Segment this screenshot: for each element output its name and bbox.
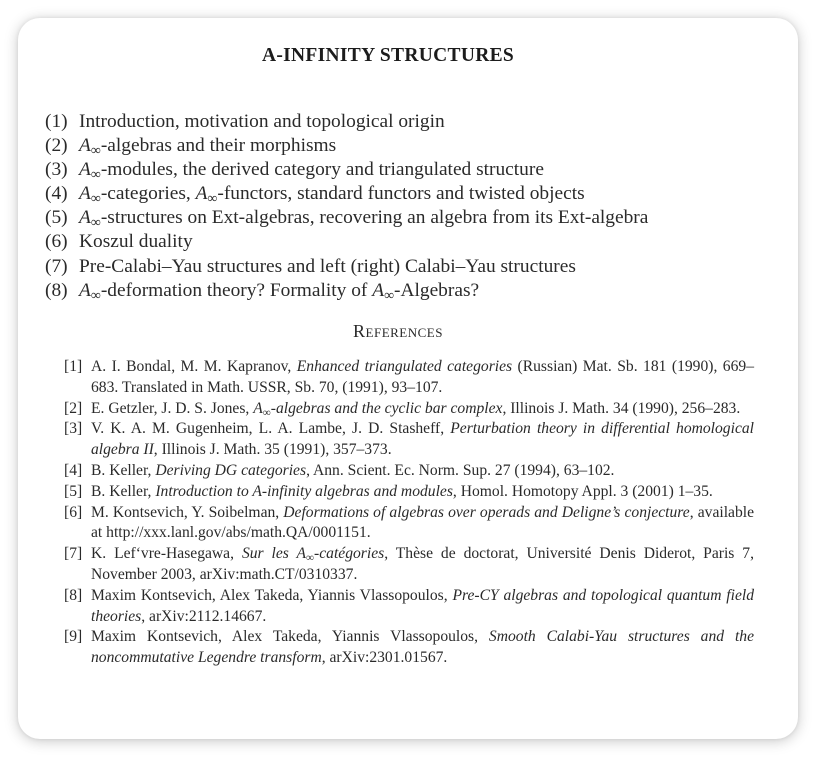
text-segment: , Ann. Scient. Ec. Norm. Sup. 27 (1994), 63–102. bbox=[306, 461, 615, 479]
text-segment: E. Getzler, J. D. S. Jones, bbox=[91, 399, 254, 417]
a-infinity-symbol bbox=[195, 183, 218, 207]
toc-item-number: (3) bbox=[45, 159, 68, 181]
infinity-subscript: ∞ bbox=[207, 191, 218, 207]
infinity-subscript: ∞ bbox=[90, 191, 101, 207]
toc-item-text bbox=[79, 279, 480, 304]
table-of-contents bbox=[45, 110, 648, 303]
text-segment: , Homol. Homotopy Appl. 3 (2001) 1–35. bbox=[452, 482, 713, 500]
toc-item-number: (2) bbox=[45, 135, 68, 157]
text-segment: , available at http://xxx.lanl.gov/abs/math.QA/0001151. bbox=[91, 503, 755, 542]
italic-title-text: Enhanced triangulated categories bbox=[296, 358, 513, 375]
toc-item bbox=[45, 158, 648, 182]
toc-item-number: (7) bbox=[45, 255, 68, 277]
italic-title-text: Pre-CY algebras and topological quantum field theories bbox=[91, 586, 754, 625]
text-segment: -categories, bbox=[100, 183, 196, 205]
italic-title-text: Deformations of algebras over operads and Deligne’s conjecture bbox=[283, 503, 690, 521]
a-infinity-base: A bbox=[79, 183, 91, 205]
toc-item-text bbox=[79, 135, 337, 159]
infinity-subscript: ∞ bbox=[90, 143, 101, 159]
toc-item-text bbox=[79, 231, 193, 252]
a-infinity-symbol bbox=[372, 279, 395, 304]
text-segment: , Illinois J. Math. 34 (1990), 256–283. bbox=[502, 399, 741, 417]
a-infinity-symbol bbox=[79, 279, 101, 304]
infinity-subscript: ∞ bbox=[262, 406, 271, 419]
reference-entry bbox=[64, 627, 754, 669]
reference-number: [1] bbox=[64, 358, 83, 375]
text-segment: -structures on Ext-algebras, recovering an algebra from its Ext-algebra bbox=[100, 207, 649, 229]
references-list bbox=[64, 357, 754, 669]
toc-item-text bbox=[79, 111, 445, 132]
reference-number: [7] bbox=[64, 545, 83, 563]
toc-item bbox=[45, 206, 648, 230]
toc-item-text bbox=[79, 256, 576, 277]
a-infinity-base: A bbox=[372, 279, 385, 301]
text-segment: Introduction, motivation and topological origin bbox=[79, 111, 445, 132]
infinity-subscript: ∞ bbox=[90, 167, 101, 183]
toc-item bbox=[45, 279, 648, 303]
reference-entry bbox=[64, 461, 754, 482]
text-segment: -functors, standard functors and twisted objects bbox=[217, 183, 585, 205]
text-segment: Maxim Kontsevich, Alex Takeda, Yiannis Vlassopoulos, bbox=[91, 586, 453, 604]
infinity-subscript: ∞ bbox=[306, 551, 315, 564]
reference-entry bbox=[64, 586, 754, 628]
toc-item-text bbox=[79, 159, 544, 183]
reference-entry bbox=[64, 482, 754, 503]
toc-item bbox=[45, 230, 648, 254]
document-title: A-INFINITY STRUCTURES bbox=[261, 45, 515, 66]
a-infinity-symbol bbox=[79, 159, 101, 183]
a-infinity-base: A bbox=[79, 207, 91, 229]
text-segment: A. I. Bondal, M. M. Kapranov, bbox=[91, 358, 297, 375]
reference-number: [5] bbox=[64, 482, 83, 500]
a-infinity-base: A bbox=[79, 135, 91, 157]
italic-title-text: Smooth Calabi-Yau structures and the noncommutative Legendre transform bbox=[91, 628, 754, 667]
a-infinity-symbol bbox=[79, 207, 101, 231]
infinity-subscript: ∞ bbox=[90, 215, 101, 231]
italic-title-text: Deriving DG categories bbox=[155, 461, 307, 479]
toc-item-number: (4) bbox=[45, 183, 68, 205]
text-segment: , arXiv:2301.01567. bbox=[321, 649, 448, 667]
text-segment: K. Lef‘vre-Hasegawa, bbox=[91, 545, 242, 563]
text-segment: , Illinois J. Math. 35 (1991), 357–373. bbox=[153, 441, 392, 459]
text-segment: B. Keller, bbox=[91, 482, 156, 500]
toc-item-text bbox=[79, 183, 585, 207]
toc-item bbox=[45, 182, 648, 206]
text-segment: Maxim Kontsevich, Alex Takeda, Yiannis Vlassopoulos, bbox=[91, 628, 489, 646]
toc-item-text bbox=[79, 207, 649, 231]
infinity-subscript: ∞ bbox=[384, 288, 395, 304]
a-infinity-base: A bbox=[79, 279, 91, 301]
toc-item-number: (5) bbox=[45, 207, 68, 229]
text-segment: Koszul duality bbox=[79, 231, 193, 253]
reference-entry bbox=[64, 399, 754, 420]
a-infinity-symbol bbox=[253, 400, 271, 417]
reference-number: [3] bbox=[64, 420, 83, 438]
reference-entry bbox=[64, 544, 754, 586]
a-infinity-base: A bbox=[296, 545, 307, 563]
reference-number: [2] bbox=[64, 399, 83, 417]
infinity-subscript: ∞ bbox=[90, 288, 101, 304]
a-infinity-symbol bbox=[297, 545, 315, 562]
toc-item-number: (6) bbox=[45, 231, 68, 253]
toc-item-number: (1) bbox=[45, 111, 68, 132]
italic-title-text: Introduction to A-infinity algebras and modules bbox=[155, 482, 453, 500]
reference-entry bbox=[64, 357, 754, 399]
a-infinity-base: A bbox=[253, 399, 263, 417]
a-infinity-base: A bbox=[79, 159, 91, 181]
toc-item bbox=[45, 255, 648, 279]
reference-entry bbox=[64, 419, 754, 461]
text-segment: B. Keller, bbox=[91, 461, 156, 479]
italic-title-text: -catégories bbox=[314, 545, 385, 563]
text-segment: , Thèse de doctorat, Université Denis Diderot, Paris 7, November 2003, arXiv:math.CT/0310337. bbox=[91, 545, 754, 583]
text-segment: (Russian) Mat. Sb. 181 (1990), 669–683. Translated in Math. USSR, Sb. 70, (1991), 93–107. bbox=[91, 358, 754, 396]
toc-item-number: (8) bbox=[45, 279, 68, 301]
reference-number: [8] bbox=[64, 586, 83, 604]
a-infinity-base: A bbox=[195, 183, 208, 205]
italic-title-text: Perturbation theory in differential homological algebra II bbox=[91, 420, 754, 459]
italic-title-text: Sur les bbox=[241, 545, 297, 563]
a-infinity-symbol bbox=[79, 183, 101, 207]
text-segment: V. K. A. M. Gugenheim, L. A. Lambe, J. D. Stasheff, bbox=[91, 420, 451, 438]
text-segment: -deformation theory? Formality of bbox=[100, 279, 373, 301]
text-segment: -algebras and their morphisms bbox=[100, 135, 337, 157]
italic-title-text: -algebras and the cyclic bar complex bbox=[270, 399, 503, 417]
text-segment: -Algebras? bbox=[394, 279, 480, 301]
reference-entry bbox=[64, 503, 754, 545]
text-segment: Pre-Calabi–Yau structures and left (right) Calabi–Yau structures bbox=[79, 255, 576, 277]
document-card bbox=[18, 18, 798, 739]
text-segment: M. Kontsevich, Y. Soibelman, bbox=[91, 503, 284, 521]
text-segment: -modules, the derived category and triangulated structure bbox=[100, 159, 544, 181]
references-heading: References bbox=[353, 321, 443, 341]
reference-number: [6] bbox=[64, 503, 83, 521]
text-segment: , arXiv:2112.14667. bbox=[141, 607, 267, 625]
toc-item bbox=[45, 134, 648, 158]
reference-number: [9] bbox=[64, 628, 83, 646]
reference-number: [4] bbox=[64, 461, 83, 479]
a-infinity-symbol bbox=[79, 135, 101, 159]
toc-item bbox=[45, 110, 648, 134]
